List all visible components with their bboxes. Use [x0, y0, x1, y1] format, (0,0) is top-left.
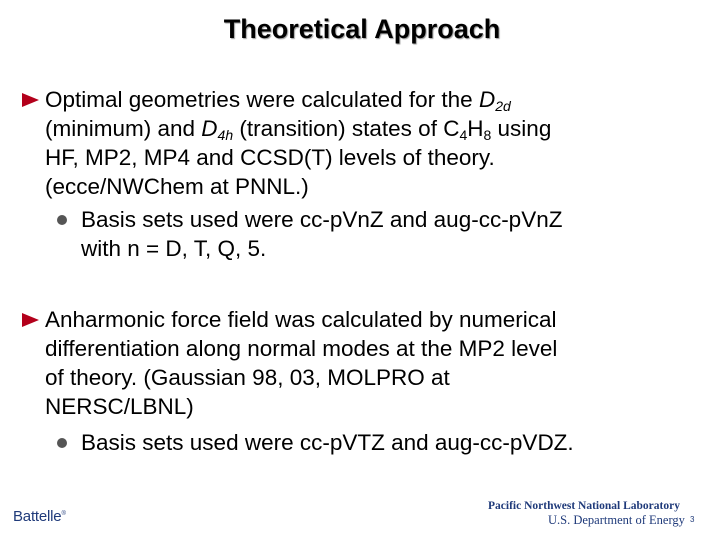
arrow-bullet-icon [22, 313, 39, 327]
c4-subscript: 4 [459, 127, 468, 143]
pnnl-logo-text: Pacific Northwest National Laboratory [488, 500, 680, 512]
bullet-2-line-4: NERSC/LBNL) [45, 394, 194, 419]
arrow-bullet-icon [22, 93, 39, 107]
sub-bullet-dot-icon [57, 215, 67, 225]
battelle-logo: Battelle® [13, 508, 66, 525]
d4h-symbol: $D_{4h}$ [201, 116, 234, 143]
bullet-1-line-1 [45, 86, 511, 115]
sub-bullet-1-line-2: with n = D, T, Q, 5. [81, 236, 267, 261]
bullet-1-line-2: (minimum) and $D_{4h}$ (transition) states of $C_4H_8$ using [45, 116, 552, 143]
bullet-1-text-a: Optimal geometries were calculated for the [45, 87, 479, 112]
bullet-2-line-1: Anharmonic force field was calculated by numerical [45, 307, 557, 332]
sub-bullet-2-line-1: Basis sets used were cc-pVTZ and aug-cc-pVDZ. [81, 430, 574, 455]
bullet-2-line-2: differentiation along normal modes at the MP2 level [45, 336, 558, 361]
h8-subscript: 8 [483, 127, 492, 143]
sub-bullet-dot-icon [57, 438, 67, 448]
doe-logo-text: U.S. Department of Energy [548, 513, 685, 527]
slide-title: Theoretical Approach [223, 14, 501, 44]
page-number: 3 [690, 515, 695, 524]
bullet-1-line-4: (ecce/NWChem at PNNL.) [45, 174, 309, 199]
bullet-2-line-3: of theory. (Gaussian 98, 03, MOLPRO at [45, 365, 450, 390]
d2d-symbol: $D_{2d}$ [478, 87, 511, 114]
sub-bullet-1-line-1: Basis sets used were cc-pVnZ and aug-cc-pVnZ [81, 207, 563, 232]
bullet-1-line-3: HF, MP2, MP4 and CCSD(T) levels of theory. [45, 145, 495, 170]
